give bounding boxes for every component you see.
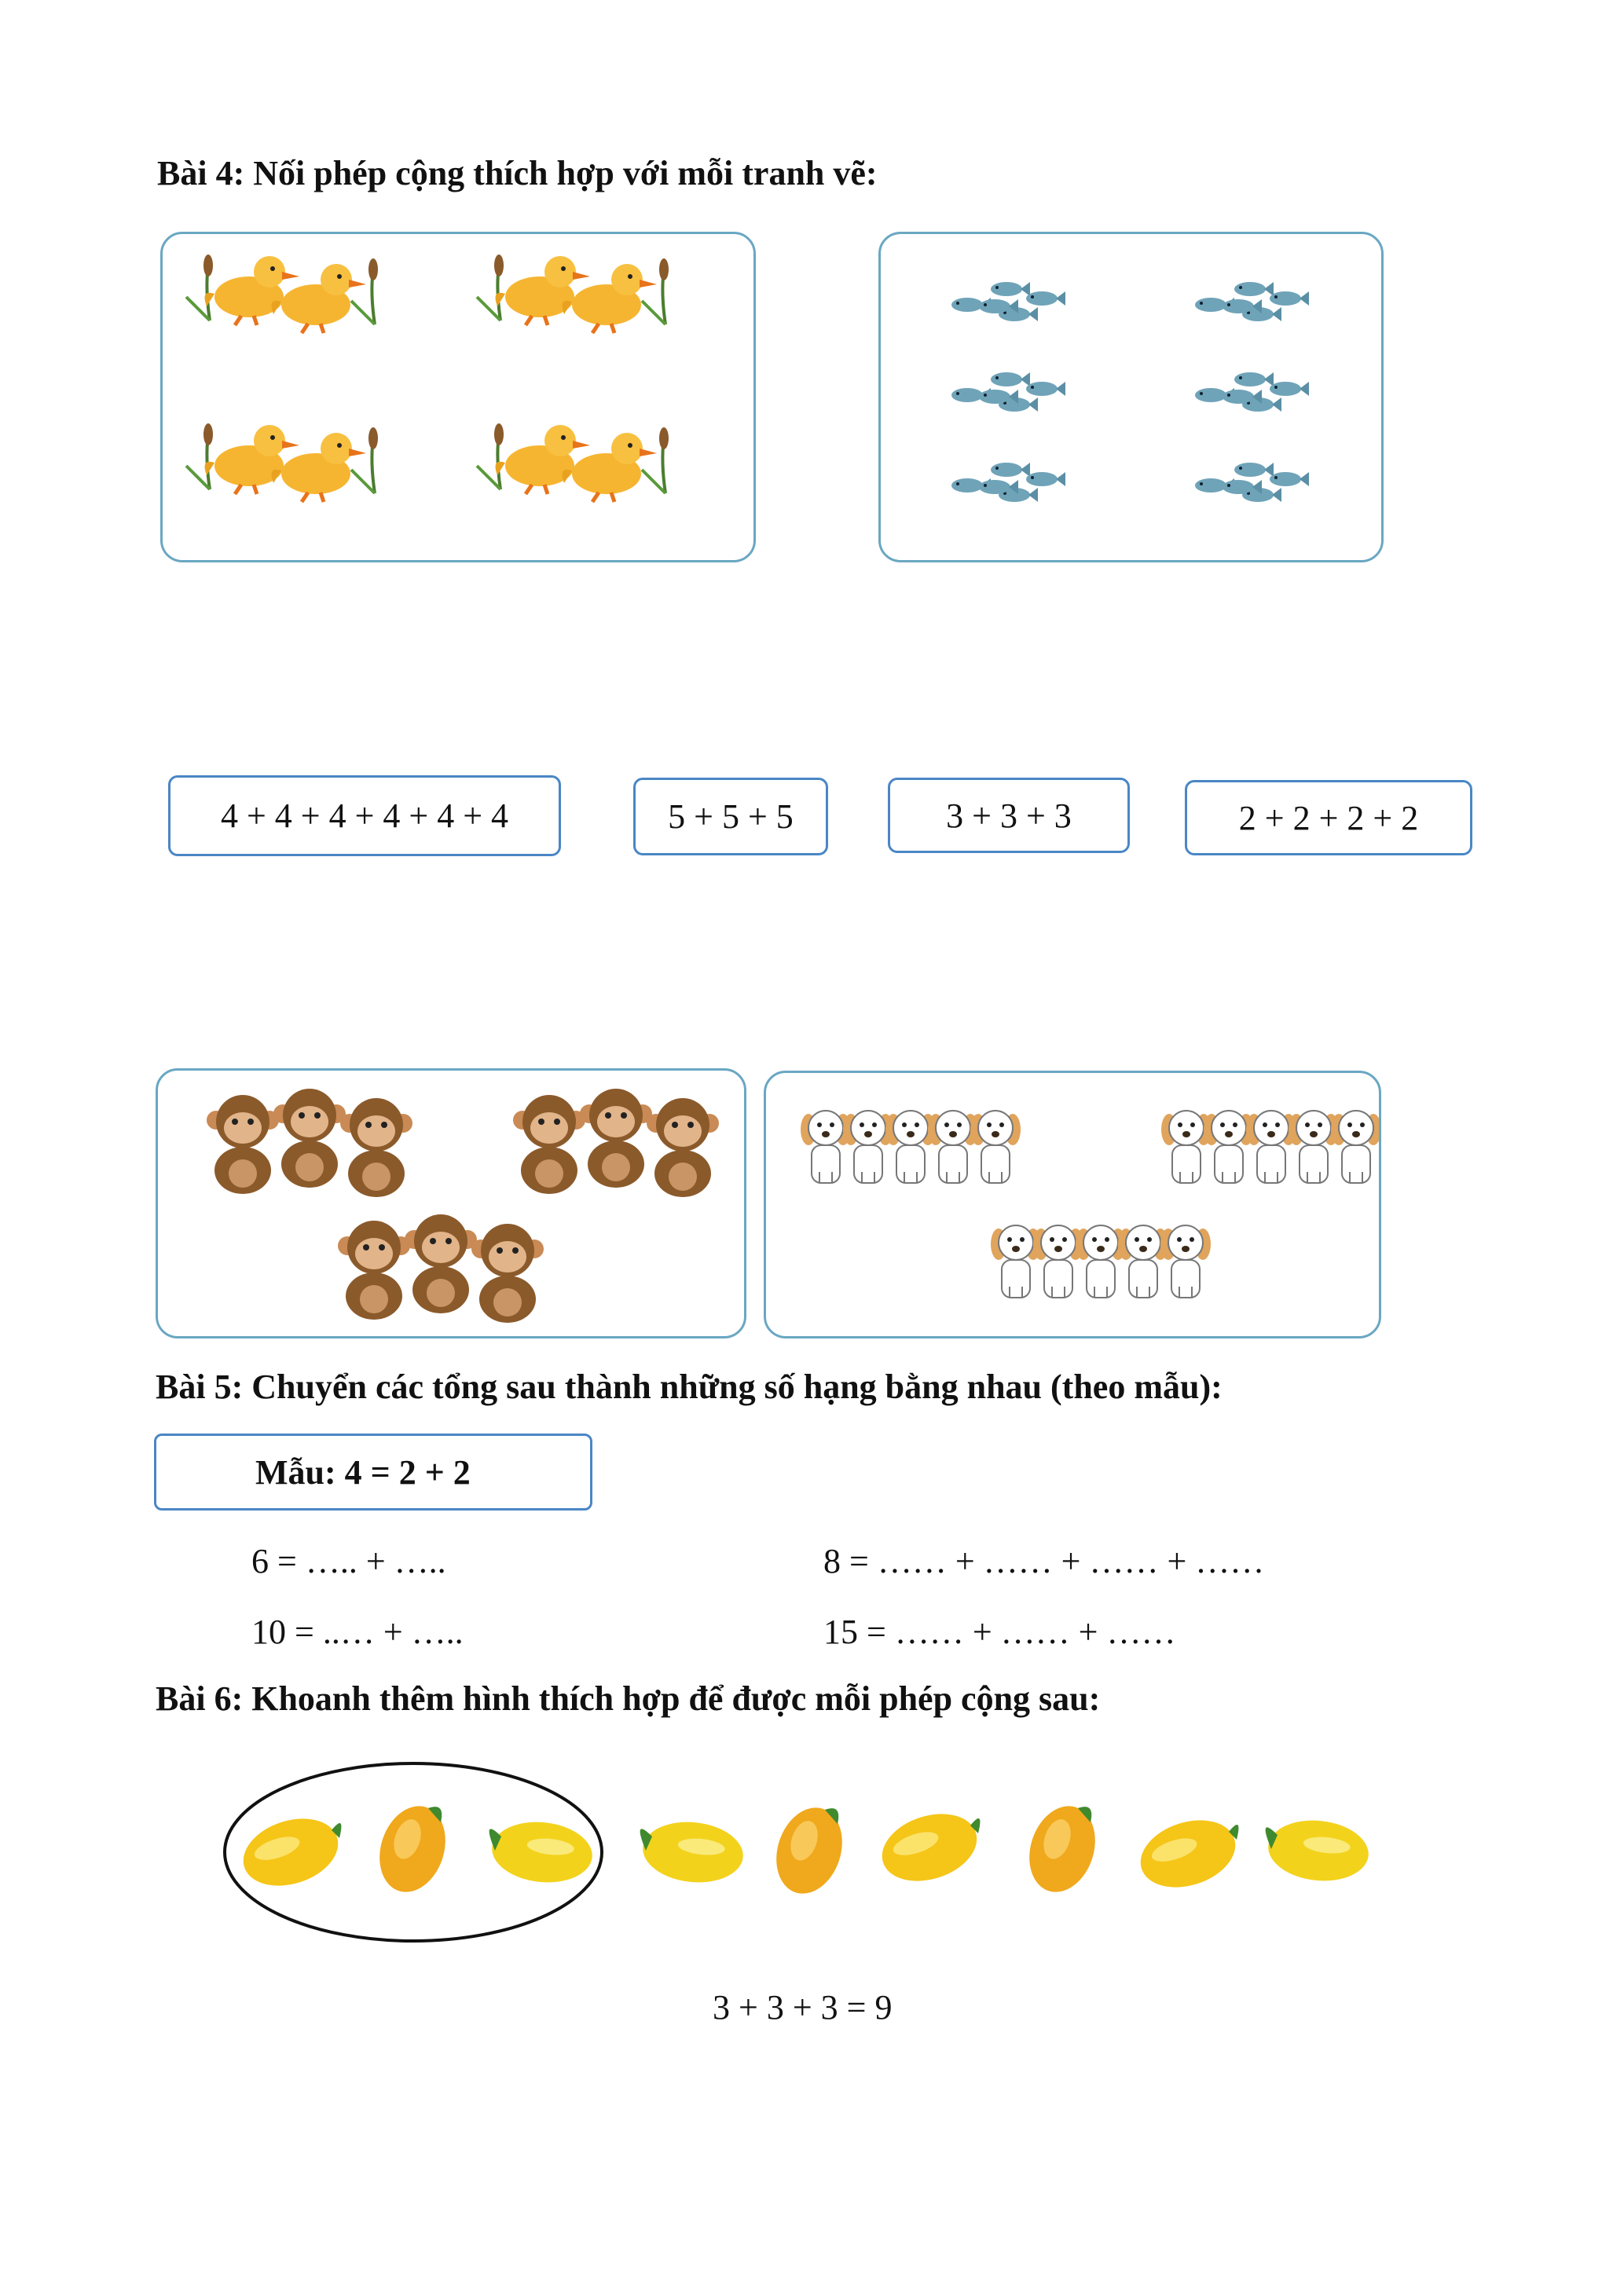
bai6-heading: Bài 6: Khoanh thêm hình thích hợp để được mỗi phép cộng sau: [156,1679,1101,1718]
fish-icon [951,372,1065,412]
fish-picture-box [878,232,1384,562]
expression-label: 4 + 4 + 4 + 4 + 4 + 4 [220,796,509,835]
duck-icon [477,423,669,502]
expression-label: 5 + 5 + 5 [668,797,794,836]
monkey-picture-box [156,1068,746,1338]
bai6-equation: 3 + 3 + 3 = 9 [713,1988,893,2027]
expression-box-1[interactable] [168,775,561,856]
expression-box-4[interactable] [1185,780,1472,855]
bai4-heading: Bài 4: Nối phép cộng thích hợp với mỗi tranh vẽ: [157,154,878,192]
mango-icon[interactable] [766,1799,853,1902]
sample-text: Mẫu: 4 = 2 + 2 [255,1452,471,1492]
mango-row [212,1752,1414,1956]
fish-icon [951,282,1065,321]
mango-icon[interactable] [235,1807,347,1897]
expression-box-2[interactable] [633,778,828,855]
mango-icon[interactable] [489,1818,595,1888]
expression-label: 3 + 3 + 3 [946,796,1072,835]
duck-icon [186,423,378,502]
mango-icon[interactable] [1265,1816,1371,1886]
mango-icon[interactable] [874,1803,986,1892]
sample-box [154,1434,592,1511]
monkey-icon [513,1089,719,1197]
dog-icon [801,1111,1021,1183]
fish-icon [1195,282,1309,321]
exercise-6[interactable]: 6 = ….. + ….. [251,1542,446,1580]
expression-label: 2 + 2 + 2 + 2 [1238,798,1419,837]
dog-icon [1161,1111,1379,1183]
duck-picture-box [160,232,756,562]
mango-icon[interactable] [1019,1797,1106,1900]
exercise-8[interactable]: 8 = …… + …… + …… + …… [823,1542,1265,1580]
fish-icon [951,463,1065,502]
fish-icon [1195,372,1309,412]
exercise-15[interactable]: 15 = …… + …… + …… [823,1613,1176,1651]
fish-icon [1195,463,1309,502]
monkey-icon [338,1214,544,1323]
duck-icon [186,255,378,333]
dog-icon [991,1225,1211,1298]
duck-icon [477,255,669,333]
monkey-icon [207,1089,412,1197]
mango-icon[interactable] [1132,1809,1245,1899]
expression-box-3[interactable] [888,778,1130,853]
mango-icon[interactable] [640,1818,746,1888]
bai5-heading: Bài 5: Chuyển các tổng sau thành những số hạng bằng nhau (theo mẫu): [156,1368,1223,1406]
dog-picture-box [764,1071,1381,1338]
mango-icon[interactable] [369,1797,456,1900]
exercise-10[interactable]: 10 = ..… + ….. [251,1613,464,1651]
